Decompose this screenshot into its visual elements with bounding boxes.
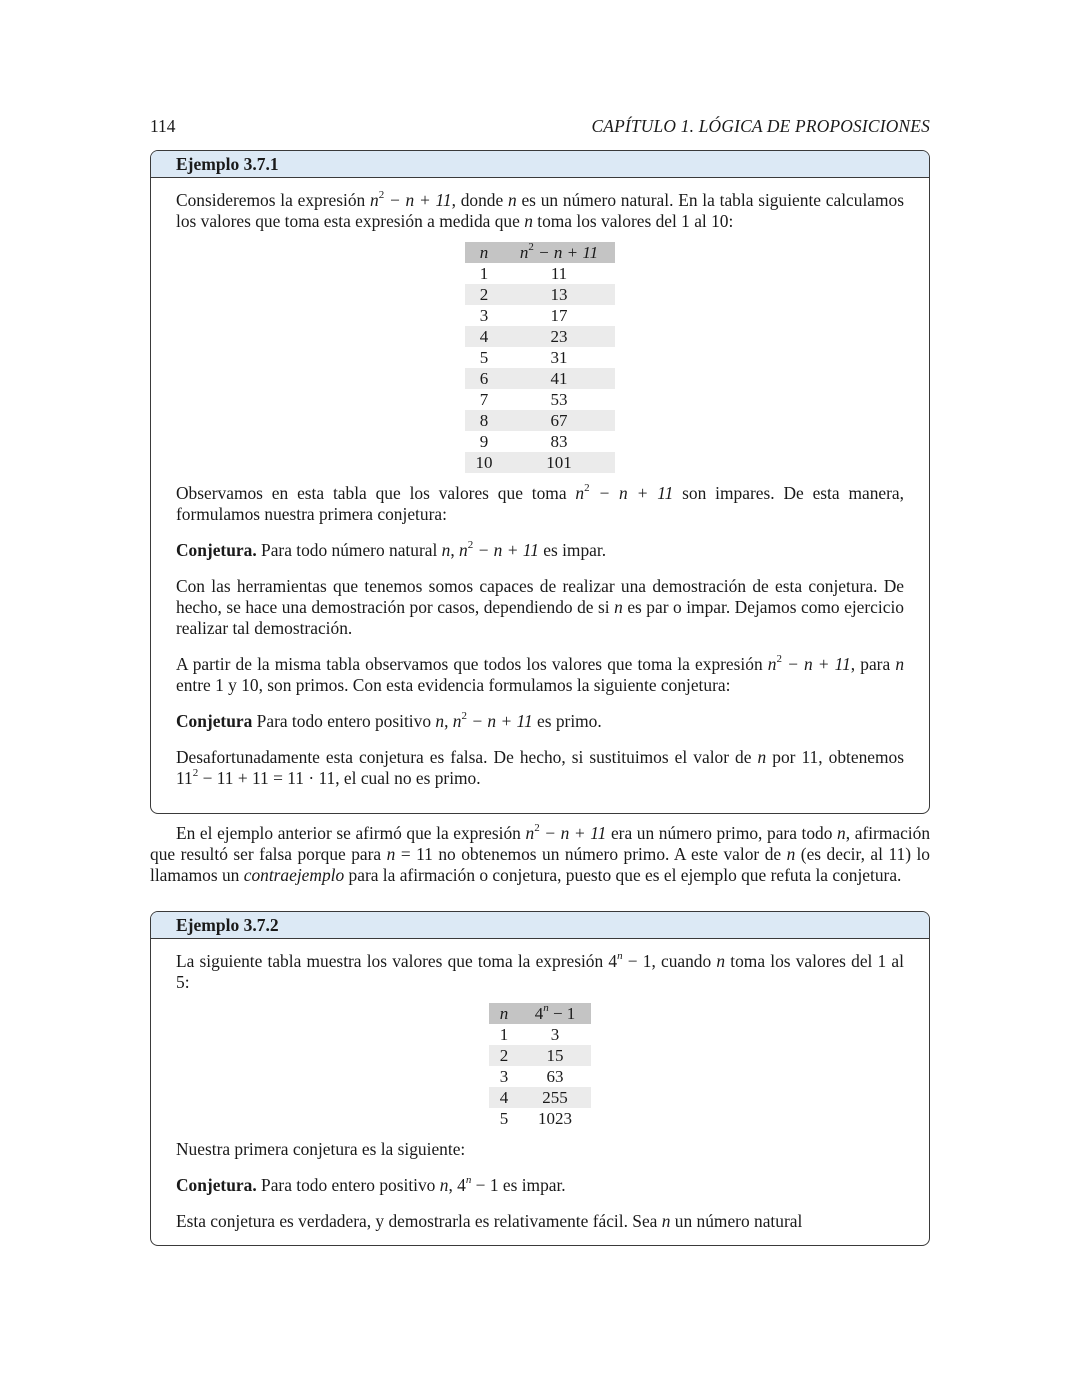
table-cell: 11 (550, 263, 568, 283)
table-evidence-paragraph: A partir de la misma tabla observamos que todos los valores que toma la expresión $n^2 - n + 11$, para n entre 1 y 10, son primos. Con esta evidencia formulamos la siguiente conjetura: (176, 653, 905, 695)
example-box-1 (150, 150, 930, 814)
observation-paragraph: Observamos en esta tabla que los valores que toma $n^2 - n + 11$ son impares. De esta manera, formulamos nuestra primera conjetura: (176, 482, 904, 524)
counterexample-paragraph: Desafortunadamente esta conjetura es falsa. De hecho, si sustituimos el valor de n por 11, obtenemos $11^2 - 11 + 11 = 11 \cdot 11$, el cual no es primo. (176, 747, 904, 788)
table-cell: 4 (489, 1087, 519, 1108)
conjecture-2: Conjetura Para todo entero positivo n, $n^2 - n + 11$ es primo. (176, 710, 602, 731)
table-cell: 2 (489, 1045, 519, 1066)
table-cell: 5 (499, 1108, 509, 1128)
table-header: n (489, 1003, 519, 1024)
table-row (465, 326, 615, 347)
table-row (489, 1087, 591, 1108)
table-cell: 17 (550, 305, 568, 325)
table-cell: 3 (550, 1024, 560, 1044)
first-conjecture-intro: Nuestra primera conjetura es la siguiente: (176, 1139, 466, 1159)
body-paragraph: En el ejemplo anterior se afirmó que la expresión $n^2 - n + 11$ era un número primo, para todo n, afirmación que resultó ser falsa porque para n = 11 no obtenemos un número primo. A este valor de n (es decir, al 11) lo llamamos un contraejemplo para la afirmación o conjetura, puesto que es el ejemplo que refuta la conjetura. (150, 822, 931, 885)
table-cell: 83 (550, 431, 568, 451)
table-header-row (465, 242, 615, 263)
table-header: $4^n - 1$ (519, 1003, 591, 1024)
values-table (489, 1003, 591, 1129)
table-row (465, 410, 615, 431)
running-title: CAPÍTULO 1. LÓGICA DE PROPOSICIONES (591, 116, 930, 136)
table-row (489, 1024, 591, 1045)
table-cell: 7 (479, 389, 489, 409)
table-cell: 3 (479, 305, 489, 325)
table-row (465, 389, 615, 410)
page-header (150, 116, 930, 138)
values-table (465, 242, 615, 473)
table-row (465, 305, 615, 326)
table-row (465, 347, 615, 368)
table-cell: 13 (503, 284, 615, 305)
table-cell: 31 (550, 347, 568, 367)
table-cell: 15 (519, 1045, 591, 1066)
table-row (465, 452, 615, 473)
table-cell: 41 (503, 368, 615, 389)
table-cell: 1023 (538, 1108, 572, 1128)
table-cell: 63 (546, 1066, 564, 1086)
table-cell: 53 (550, 389, 568, 409)
table-row (465, 431, 615, 452)
table-cell: 10 (465, 452, 503, 473)
example-box-2 (150, 911, 930, 1246)
intro-paragraph: Consideremos la expresión $n^2 - n + 11$, donde n es un número natural. En la tabla siguiente calculamos los valores que toma esta expresión a medida que n toma los valores del 1 al 10: (176, 189, 904, 231)
table-cell: 1 (499, 1024, 509, 1044)
conjecture-1: Conjetura. Para todo número natural n, $n^2 - n + 11$ es impar. (176, 539, 607, 560)
table-header-row (489, 1003, 591, 1024)
table-cell: 9 (479, 431, 489, 451)
table-cell: 4 (465, 326, 503, 347)
table-row (465, 368, 615, 389)
example-title: Ejemplo 3.7.1 (151, 151, 929, 178)
table-cell: 8 (465, 410, 503, 431)
table-cell: 5 (479, 347, 489, 367)
table-cell: 255 (519, 1087, 591, 1108)
table-row (489, 1045, 591, 1066)
table-header: $n^2 - n + 11$ (503, 242, 615, 263)
table-row (465, 263, 615, 284)
table-cell: 6 (465, 368, 503, 389)
table-cell: 67 (503, 410, 615, 431)
example-title: Ejemplo 3.7.2 (151, 912, 929, 939)
proof-start-paragraph: Esta conjetura es verdadera, y demostrarla es relativamente fácil. Sea n un número natural (176, 1211, 803, 1231)
table-row (465, 284, 615, 305)
table-row (489, 1066, 591, 1087)
tools-paragraph: Con las herramientas que tenemos somos capaces de realizar una demostración de esta conjetura. De hecho, se hace una demostración por casos, dependiendo de si n es par o impar. Dejamos como ejercicio realizar tal demostración. (176, 576, 904, 638)
table-header: n (465, 242, 503, 263)
table-cell: 3 (499, 1066, 509, 1086)
conjecture-3: Conjetura. Para todo entero positivo n, $4^n - 1$ es impar. (176, 1174, 566, 1195)
intro-paragraph: La siguiente tabla muestra los valores que toma la expresión $4^n - 1$, cuando n toma los valores del 1 al 5: (176, 950, 904, 992)
table-row (489, 1108, 591, 1129)
table-cell: 101 (503, 452, 615, 473)
page-number: 114 (150, 116, 176, 136)
table-cell: 1 (479, 263, 489, 283)
table-cell: 23 (503, 326, 615, 347)
table-cell: 2 (465, 284, 503, 305)
